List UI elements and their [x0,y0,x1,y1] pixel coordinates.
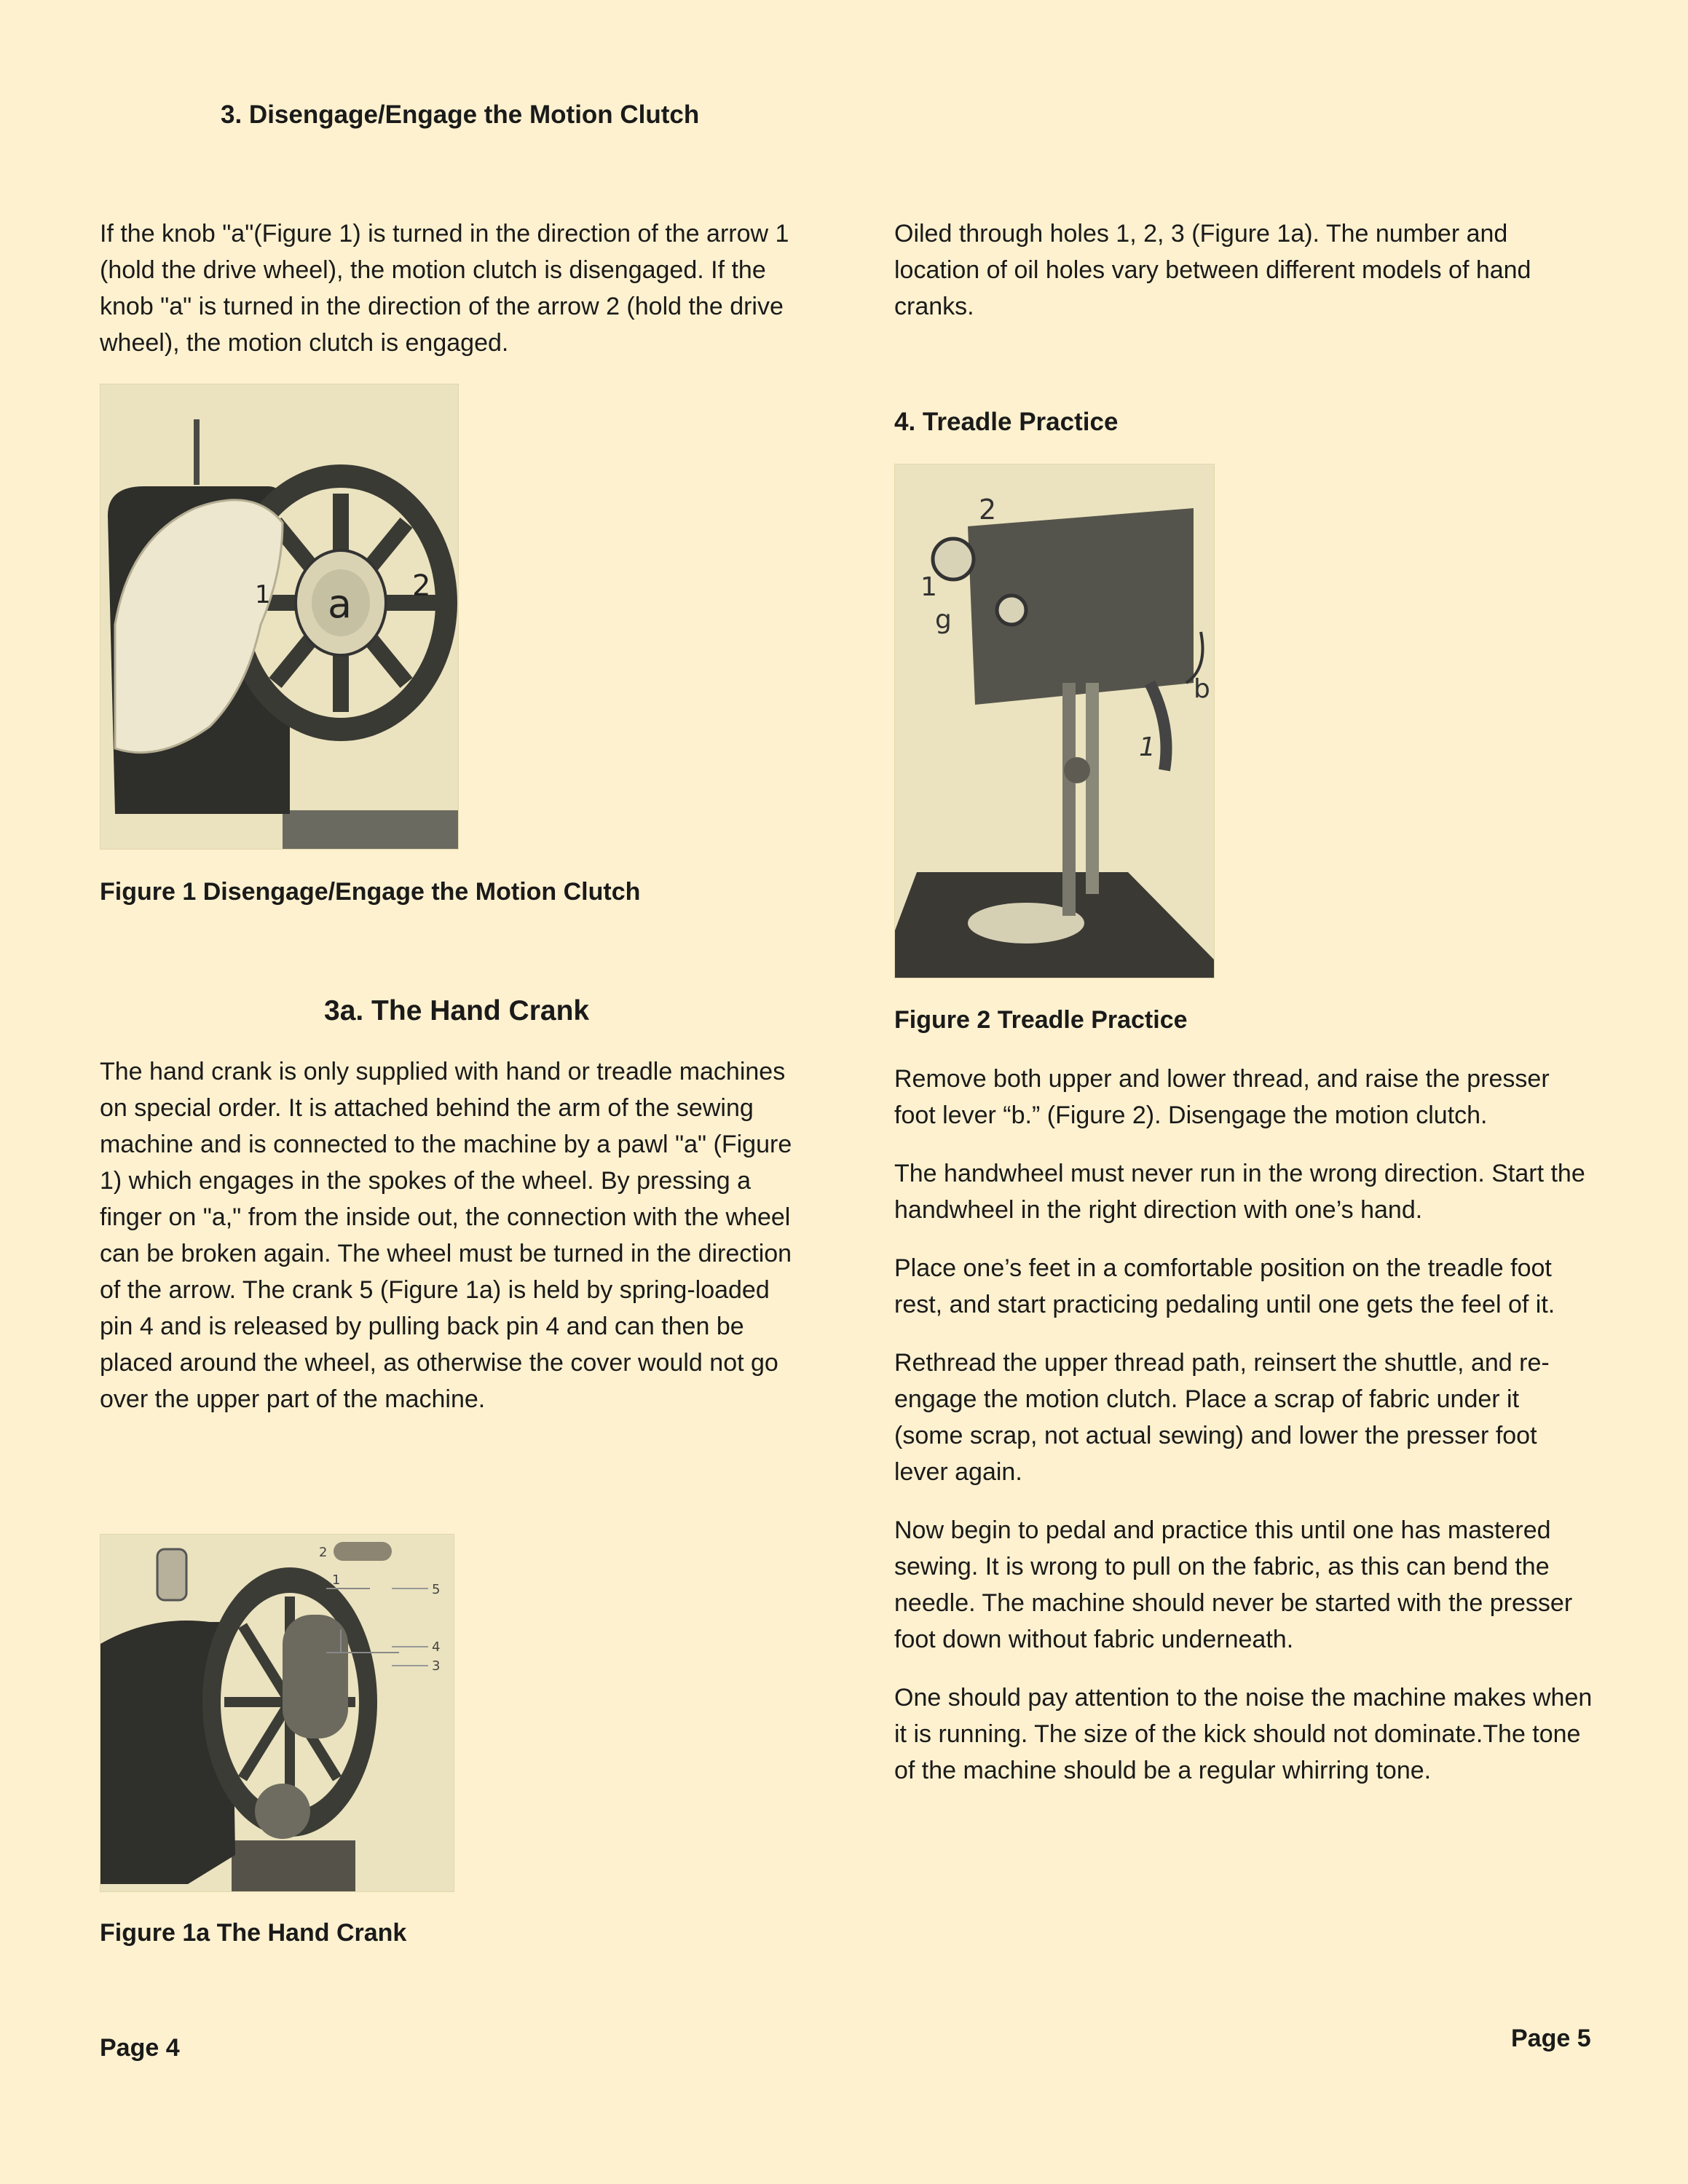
figure1-label-2: 2 [412,569,431,603]
section4-paragraph: Rethread the upper thread path, reinsert the shuttle, and re-engage the motion clutch. Place a scrap of fabric under it (some scrap, not actual sewing) and lower the presser foot lever again. [894,1349,1550,1486]
section4-paragraph: Now begin to pedal and practice this until one has mastered sewing. It is wrong to pull on the fabric, as this can bend the needle. The machine should never be started with the presser foot down without fabric underneath. [894,1516,1573,1653]
figure2-label-1: 1 [920,572,937,602]
figure2-label-one: 1 [1139,732,1156,762]
section3-title: 3. Disengage/Engage the Motion Clutch [221,100,700,129]
figure1-caption: Figure 1 Disengage/Engage the Motion Clutch [100,878,641,906]
section3a-text: The hand crank is only supplied with hand or treadle machines on special order. It is attached behind the arm of the sewing machine and is connected to the machine by a pawl "a" (Figure 1) which engages in the spokes of the wheel. By pressing a finger on "a," from the inside out, the connection with the wheel can be broken again. The wheel must be turned in the direction of the arrow. The crank 5 (Figure 1a) is held by spring-loaded pin 4 and is released by pulling back pin 4 and can then be placed around the wheel, as otherwise the cover would not go over the upper part of the machine. [100,1058,792,1413]
oil-text: Oiled through holes 1, 2, 3 (Figure 1a). The number and location of oil holes vary between different models of hand cranks. [894,220,1531,320]
figure1a-image [100,1534,454,1892]
figure1a-label: 5 [432,1582,441,1597]
section4-paragraph: The handwheel must never run in the wrong direction. Start the handwheel in the right direction with one’s hand. [894,1160,1585,1224]
figure1a-label: 3 [432,1658,441,1674]
figure1-label-1: 1 [255,580,271,609]
figure2-label-b: b [1194,674,1210,704]
figure2-label-2: 2 [979,494,997,526]
section4-paragraph: One should pay attention to the noise the machine makes when it is running. The size of the kick should not dominate.The tone of the machine should be a regular whirring tone. [894,1684,1593,1784]
page-number-left: Page 4 [100,2034,180,2062]
figure2-caption: Figure 2 Treadle Practice [894,1006,1188,1034]
section4-paragraph: Place one’s feet in a comfortable position on the treadle foot rest, and start practicing pedaling until one gets the feel of it. [894,1254,1555,1318]
section3a-title: 3a. The Hand Crank [324,995,590,1026]
figure1-label-a: a [328,581,352,627]
figure1a-caption: Figure 1a The Hand Crank [100,1919,407,1947]
figure1a-label: 4 [432,1639,441,1655]
figure1-image [100,384,459,850]
figure1a-label: 1 [332,1572,341,1588]
section4-paragraphs [894,1061,1593,1789]
section4-paragraph: Remove both upper and lower thread, and raise the presser foot lever “b.” (Figure 2). Disengage the motion clutch. [894,1065,1550,1129]
figure2-label-g: g [935,605,952,635]
figure1a-label: 2 [319,1545,328,1560]
section4-title: 4. Treadle Practice [894,408,1119,436]
figure2-image [894,464,1215,978]
section3-text: If the knob "a"(Figure 1) is turned in the direction of the arrow 1 (hold the drive wheel), the motion clutch is disengaged. If the knob "a" is turned in the direction of the arrow 2 (hold the drive wheel), the motion clutch is engaged. [100,220,789,357]
page-number-right: Page 5 [1511,2025,1591,2052]
